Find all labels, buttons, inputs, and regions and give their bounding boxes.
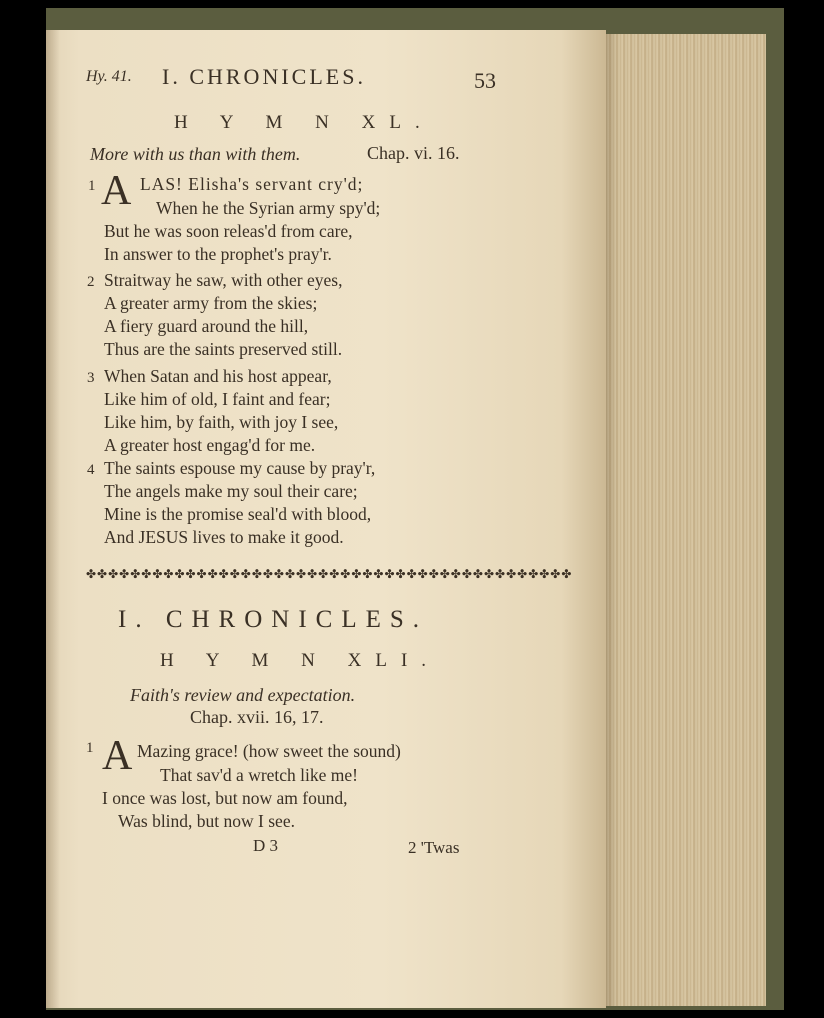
hymn-41-subtitle: Faith's review and expectation. bbox=[130, 685, 356, 705]
verse-line: That sav'd a wretch like me! bbox=[160, 765, 359, 785]
verse-line: LAS! Elisha's servant cry'd; bbox=[140, 174, 364, 194]
hymn-40-subtitle: More with us than with them. bbox=[90, 144, 301, 164]
verse-line: In answer to the prophet's pray'r. bbox=[104, 244, 332, 264]
page-edges bbox=[598, 34, 766, 1006]
verse-line: Like him, by faith, with joy I see, bbox=[104, 412, 339, 432]
drop-cap: A bbox=[101, 168, 132, 214]
verse-number: 4 bbox=[87, 462, 95, 478]
running-head-hymn: Hy. 41. bbox=[86, 68, 132, 85]
verse-line: Straitway he saw, with other eyes, bbox=[104, 270, 343, 290]
verse-line: A fiery guard around the hill, bbox=[104, 316, 309, 336]
verse-line: I once was lost, but now am found, bbox=[102, 788, 348, 808]
ornament-rule: ✤✤✤✤✤✤✤✤✤✤✤✤✤✤✤✤✤✤✤✤✤✤✤✤✤✤✤✤✤✤✤✤✤✤✤✤✤✤✤✤✤✤✤✤ bbox=[86, 567, 573, 581]
verse-line: Like him of old, I faint and fear; bbox=[104, 389, 331, 409]
catchword: 2 'Twas bbox=[408, 838, 460, 857]
verse-number: 1 bbox=[86, 740, 94, 756]
verse-line: And JESUS lives to make it good. bbox=[104, 527, 344, 547]
verse-line: When Satan and his host appear, bbox=[104, 366, 332, 386]
verse-number: 1 bbox=[88, 178, 96, 194]
section-book-title: I. CHRONICLES. bbox=[118, 606, 429, 633]
hymn-41-reference: Chap. xvii. 16, 17. bbox=[190, 707, 324, 727]
verse-line: The angels make my soul their care; bbox=[104, 481, 358, 501]
hymn-41-title: H Y M N XLI. bbox=[160, 650, 441, 671]
running-head-book: I. CHRONICLES. bbox=[162, 64, 366, 89]
verse-line: The saints espouse my cause by pray'r, bbox=[104, 458, 376, 478]
signature-mark: D 3 bbox=[253, 836, 279, 855]
verse-line: Thus are the saints preserved still. bbox=[104, 339, 343, 359]
verse-line: When he the Syrian army spy'd; bbox=[156, 198, 381, 218]
hymn-40-title: H Y M N XL. bbox=[174, 112, 434, 133]
verse-line: A greater army from the skies; bbox=[104, 293, 318, 313]
verse-line: A greater host engag'd for me. bbox=[104, 435, 316, 455]
verse-line: Mazing grace! (how sweet the sound) bbox=[137, 741, 401, 761]
hymn-40-reference: Chap. vi. 16. bbox=[367, 143, 460, 163]
verse-line: But he was soon releas'd from care, bbox=[104, 221, 353, 241]
drop-cap: A bbox=[102, 733, 133, 779]
verse-line: Was blind, but now I see. bbox=[118, 811, 295, 831]
verse-number: 2 bbox=[87, 274, 95, 290]
verse-number: 3 bbox=[87, 370, 95, 386]
page-number: 53 bbox=[474, 68, 496, 93]
verse-line: Mine is the promise seal'd with blood, bbox=[104, 504, 372, 524]
